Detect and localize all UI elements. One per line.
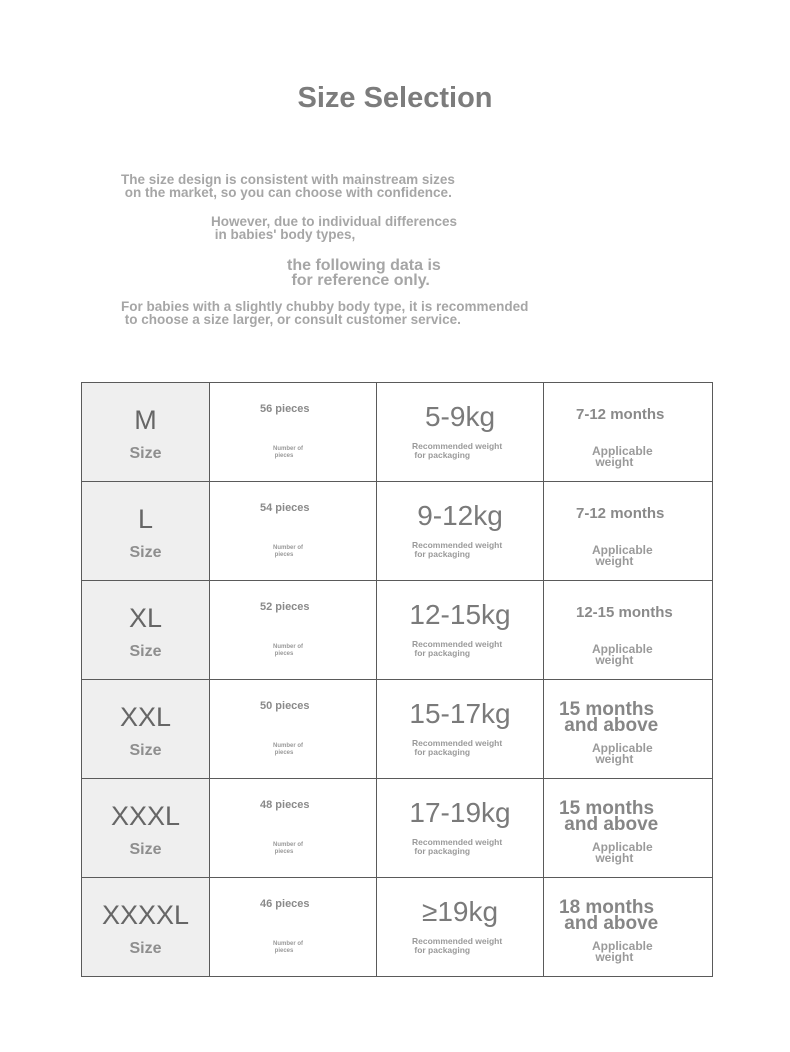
size-row [82,878,713,977]
age-cell [544,680,713,779]
age-caption: Applicable weight [592,741,653,766]
weight-cell [377,383,544,482]
size-row [82,779,713,878]
page-title: Size Selection [297,82,493,114]
size-row [82,482,713,581]
intro-paragraph-recommendation: For babies with a slightly chubby body type, it is recommended to choose a size larger, or consult customer service. [121,299,529,327]
age-caption: Applicable weight [592,444,653,469]
size-label: Size [129,940,162,957]
pieces-count: 52 pieces [260,601,310,613]
size-row [82,581,713,680]
weight-range: ≥19kg [421,896,499,927]
weight-cell [377,482,544,581]
pieces-cell [210,581,377,680]
weight-range: 17-19kg [409,797,511,828]
pieces-cell [210,383,377,482]
size-cell [82,581,210,680]
weight-cell [377,779,544,878]
pieces-caption: Number of pieces [273,446,303,459]
pieces-caption: Number of pieces [273,941,303,954]
age-caption: Applicable weight [592,543,653,568]
size-code: XXXL [110,801,181,831]
pieces-caption: Number of pieces [273,644,303,657]
size-label: Size [129,742,162,759]
pieces-count: 48 pieces [260,799,310,811]
age-cell [544,878,713,977]
intro-paragraph-reference: the following data is for reference only. [287,257,441,289]
age-cell [544,581,713,680]
size-row [82,680,713,779]
size-cell [82,482,210,581]
weight-caption: Recommended weight for packaging [412,837,503,856]
weight-range: 15-17kg [409,698,511,729]
size-cell [82,779,210,878]
age-range: 15 months and above [559,699,659,736]
age-cell [544,383,713,482]
pieces-caption: Number of pieces [273,842,303,855]
weight-range: 9-12kg [417,500,503,531]
pieces-count: 56 pieces [260,403,310,415]
pieces-count: 54 pieces [260,502,310,514]
weight-caption: Recommended weight for packaging [412,540,503,559]
pieces-caption: Number of pieces [273,743,303,756]
age-range: 7-12 months [576,505,665,522]
size-cell [82,878,210,977]
weight-cell [377,581,544,680]
size-code: XXL [119,702,172,732]
pieces-count: 50 pieces [260,700,310,712]
age-range: 15 months and above [559,798,659,835]
weight-caption: Recommended weight for packaging [412,738,503,757]
weight-range: 5-9kg [424,401,496,432]
size-table [81,382,713,977]
size-label: Size [129,445,162,462]
weight-cell [377,878,544,977]
size-label: Size [129,841,162,858]
age-cell [544,779,713,878]
weight-caption: Recommended weight for packaging [412,936,503,955]
weight-caption: Recommended weight for packaging [412,441,503,460]
weight-range: 12-15kg [409,599,511,630]
age-range: 18 months and above [559,897,659,934]
age-caption: Applicable weight [592,939,653,964]
pieces-cell [210,779,377,878]
size-code: M [134,405,157,435]
intro-paragraph-differences: However, due to individual differences in babies' body types, [211,214,458,242]
pieces-caption: Number of pieces [273,545,303,558]
age-range: 7-12 months [576,406,665,423]
pieces-cell [210,482,377,581]
weight-cell [377,680,544,779]
age-caption: Applicable weight [592,642,653,667]
size-cell [82,383,210,482]
size-label: Size [129,544,162,561]
size-row [82,383,713,482]
pieces-cell [210,878,377,977]
age-caption: Applicable weight [592,840,653,865]
size-code: L [137,504,154,534]
size-label: Size [129,643,162,660]
size-cell [82,680,210,779]
pieces-count: 46 pieces [260,898,310,910]
size-code: XXXXL [101,900,190,930]
age-cell [544,482,713,581]
intro-paragraph-consistency: The size design is consistent with mainstream sizes on the market, so you can choose with confidence. [121,172,455,200]
pieces-cell [210,680,377,779]
weight-caption: Recommended weight for packaging [412,639,503,658]
age-range: 12-15 months [576,604,673,621]
size-code: XL [128,603,163,633]
